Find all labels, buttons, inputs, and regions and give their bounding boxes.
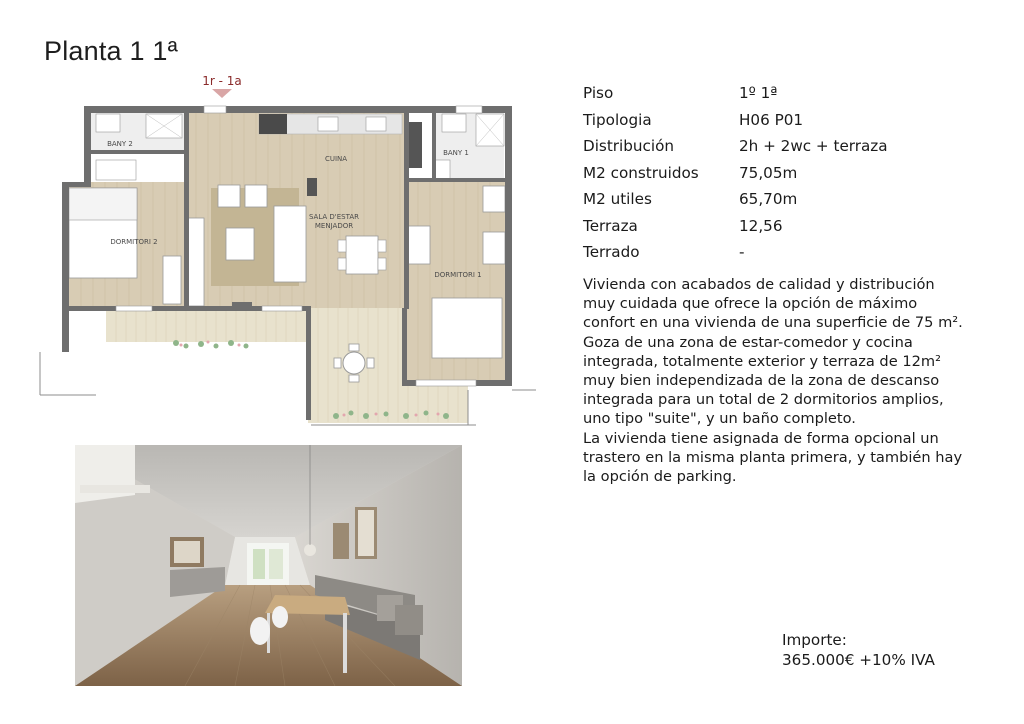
price-value: 365.000€ +10% IVA: [782, 651, 935, 669]
spec-value: 1º 1ª: [739, 84, 778, 102]
room-label-menjador: MENJADOR: [314, 222, 354, 230]
spec-value: 2h + 2wc + terraza: [739, 137, 888, 155]
spec-label: Tipologia: [583, 110, 652, 129]
spec-row-piso: [583, 80, 983, 107]
spec-row-terraza: [583, 213, 983, 240]
description-paragraph: Vivienda con acabados de calidad y distribución muy cuidada que ofrece la opción de máximo confort en una vivienda de una superficie de 75 m².: [583, 276, 963, 332]
exterior-wall: [84, 106, 512, 113]
price-block: [782, 630, 935, 670]
spec-label: M2 construidos: [583, 163, 699, 182]
spec-row-m2-utiles: [583, 186, 983, 213]
spec-label: Piso: [583, 84, 614, 102]
description: [583, 275, 968, 486]
entry-marker-label: 1r - 1a: [202, 74, 242, 88]
description-paragraph: La vivienda tiene asignada de forma opcional un trastero en la misma planta primera, y también hay la opción de parking.: [583, 429, 963, 486]
spec-value: H06 P01: [739, 110, 804, 129]
room-label-dormitori2: DORMITORI 2: [110, 238, 158, 246]
spec-value: 12,56: [739, 216, 783, 235]
spec-row-terrado: [583, 239, 983, 266]
spec-row-distribucion: [583, 133, 983, 160]
spec-value: 65,70m: [739, 190, 798, 208]
description-paragraph: Goza de una zona de estar-comedor y cocina integrada, totalmente exterior y terraza de 12m² muy bien independizada de la zona de descanso integrada para un total de 2 dormitorios amplios, uno tipo "suite", y un baño completo.: [583, 333, 944, 428]
spec-row-m2-construidos: [583, 160, 983, 187]
spec-label: Distribución: [583, 137, 674, 155]
spec-value: -: [739, 243, 745, 261]
interior-render-image: [75, 445, 462, 686]
spec-value: 75,05m: [739, 163, 798, 182]
entry-marker-icon: [212, 89, 232, 98]
spec-row-tipologia: [583, 107, 983, 134]
room-label-bany2: BANY 2: [107, 140, 133, 148]
floor-plan-drawing: [36, 70, 546, 435]
room-label-bany1: BANY 1: [443, 149, 469, 157]
room-label-sala: SALA D'ESTAR: [308, 213, 360, 221]
spec-label: Terrado: [583, 243, 640, 261]
spec-label: M2 utiles: [583, 190, 652, 208]
room-label-dormitori1: DORMITORI 1: [434, 271, 482, 279]
page-title: Planta 1 1ª: [44, 36, 178, 66]
terrace-area: [106, 308, 313, 342]
floor-plan: [36, 70, 546, 435]
spec-table: [583, 80, 983, 266]
spec-label: Terraza: [583, 216, 638, 235]
price-label: Importe:: [782, 631, 847, 649]
room-label-cuina: CUINA: [324, 155, 348, 163]
